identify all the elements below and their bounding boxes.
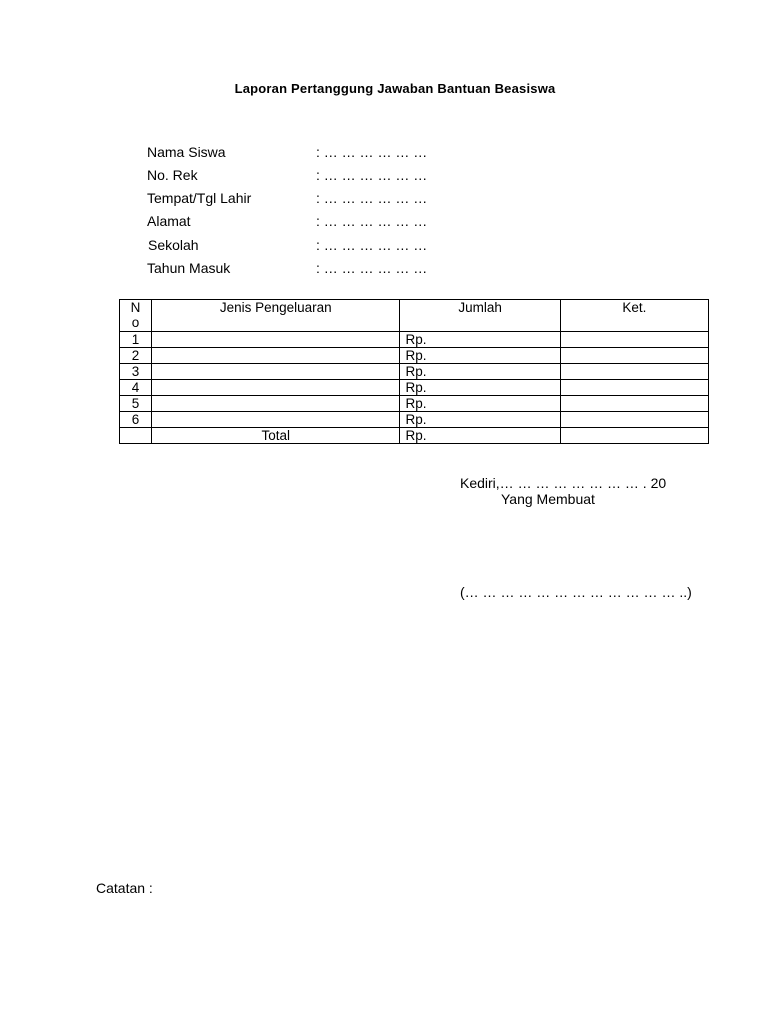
- jumlah-cell: Rp.: [400, 364, 560, 380]
- header-jenis-pengeluaran: Jenis Pengeluaran: [152, 300, 400, 332]
- row-number: 2: [120, 348, 152, 364]
- signature-place-date: Kediri,… … … … … … … … . 20: [460, 475, 667, 491]
- table-row: [120, 396, 709, 412]
- info-label: Nama Siswa: [147, 144, 226, 160]
- jumlah-cell: Rp.: [400, 412, 560, 428]
- info-value: : … … … … … …: [316, 213, 428, 229]
- info-row-alamat: [147, 212, 547, 230]
- header-ket: Ket.: [560, 300, 708, 332]
- info-label: Alamat: [147, 213, 191, 229]
- table-header-row: [120, 300, 709, 332]
- info-label: No. Rek: [147, 167, 198, 183]
- row-number: 6: [120, 412, 152, 428]
- jumlah-cell: Rp.: [400, 380, 560, 396]
- total-ket-cell: [560, 428, 708, 444]
- ket-cell: [560, 332, 708, 348]
- header-jumlah: Jumlah: [400, 300, 560, 332]
- info-row-tahun-masuk: [147, 259, 547, 277]
- table-row: [120, 412, 709, 428]
- info-label: Sekolah: [148, 237, 199, 253]
- info-value: : … … … … … …: [316, 237, 428, 253]
- total-jumlah: Rp.: [400, 428, 560, 444]
- table-row: [120, 364, 709, 380]
- info-row-no-rek: [147, 166, 547, 184]
- jenis-cell: [152, 380, 400, 396]
- signature-role: Yang Membuat: [501, 491, 595, 507]
- total-no-cell: [120, 428, 152, 444]
- ket-cell: [560, 364, 708, 380]
- table-total-row: [120, 428, 709, 444]
- jenis-cell: [152, 412, 400, 428]
- info-value: : … … … … … …: [316, 167, 428, 183]
- signature-name-blank: (… … … … … … … … … … … … ..): [460, 584, 692, 600]
- jenis-cell: [152, 348, 400, 364]
- info-value: : … … … … … …: [316, 260, 428, 276]
- jenis-cell: [152, 396, 400, 412]
- expense-table: [119, 299, 709, 444]
- ket-cell: [560, 412, 708, 428]
- total-label: Total: [152, 428, 400, 444]
- jenis-cell: [152, 332, 400, 348]
- table-row: [120, 332, 709, 348]
- ket-cell: [560, 348, 708, 364]
- table-row: [120, 348, 709, 364]
- table-row: [120, 380, 709, 396]
- ket-cell: [560, 380, 708, 396]
- info-value: : … … … … … …: [316, 190, 428, 206]
- document-title: Laporan Pertanggung Jawaban Bantuan Beasiswa: [234, 81, 556, 96]
- info-row-tempat-tgl-lahir: [147, 189, 547, 207]
- row-number: 4: [120, 380, 152, 396]
- notes-label: Catatan :: [96, 880, 153, 896]
- jenis-cell: [152, 364, 400, 380]
- header-no: No: [120, 300, 152, 332]
- row-number: 1: [120, 332, 152, 348]
- info-label: Tahun Masuk: [147, 260, 231, 276]
- info-row-sekolah: [147, 236, 547, 254]
- info-label: Tempat/Tgl Lahir: [147, 190, 252, 206]
- row-number: 5: [120, 396, 152, 412]
- row-number: 3: [120, 364, 152, 380]
- jumlah-cell: Rp.: [400, 396, 560, 412]
- ket-cell: [560, 396, 708, 412]
- info-row-nama-siswa: [147, 143, 547, 161]
- info-value: : … … … … … …: [316, 144, 428, 160]
- jumlah-cell: Rp.: [400, 348, 560, 364]
- jumlah-cell: Rp.: [400, 332, 560, 348]
